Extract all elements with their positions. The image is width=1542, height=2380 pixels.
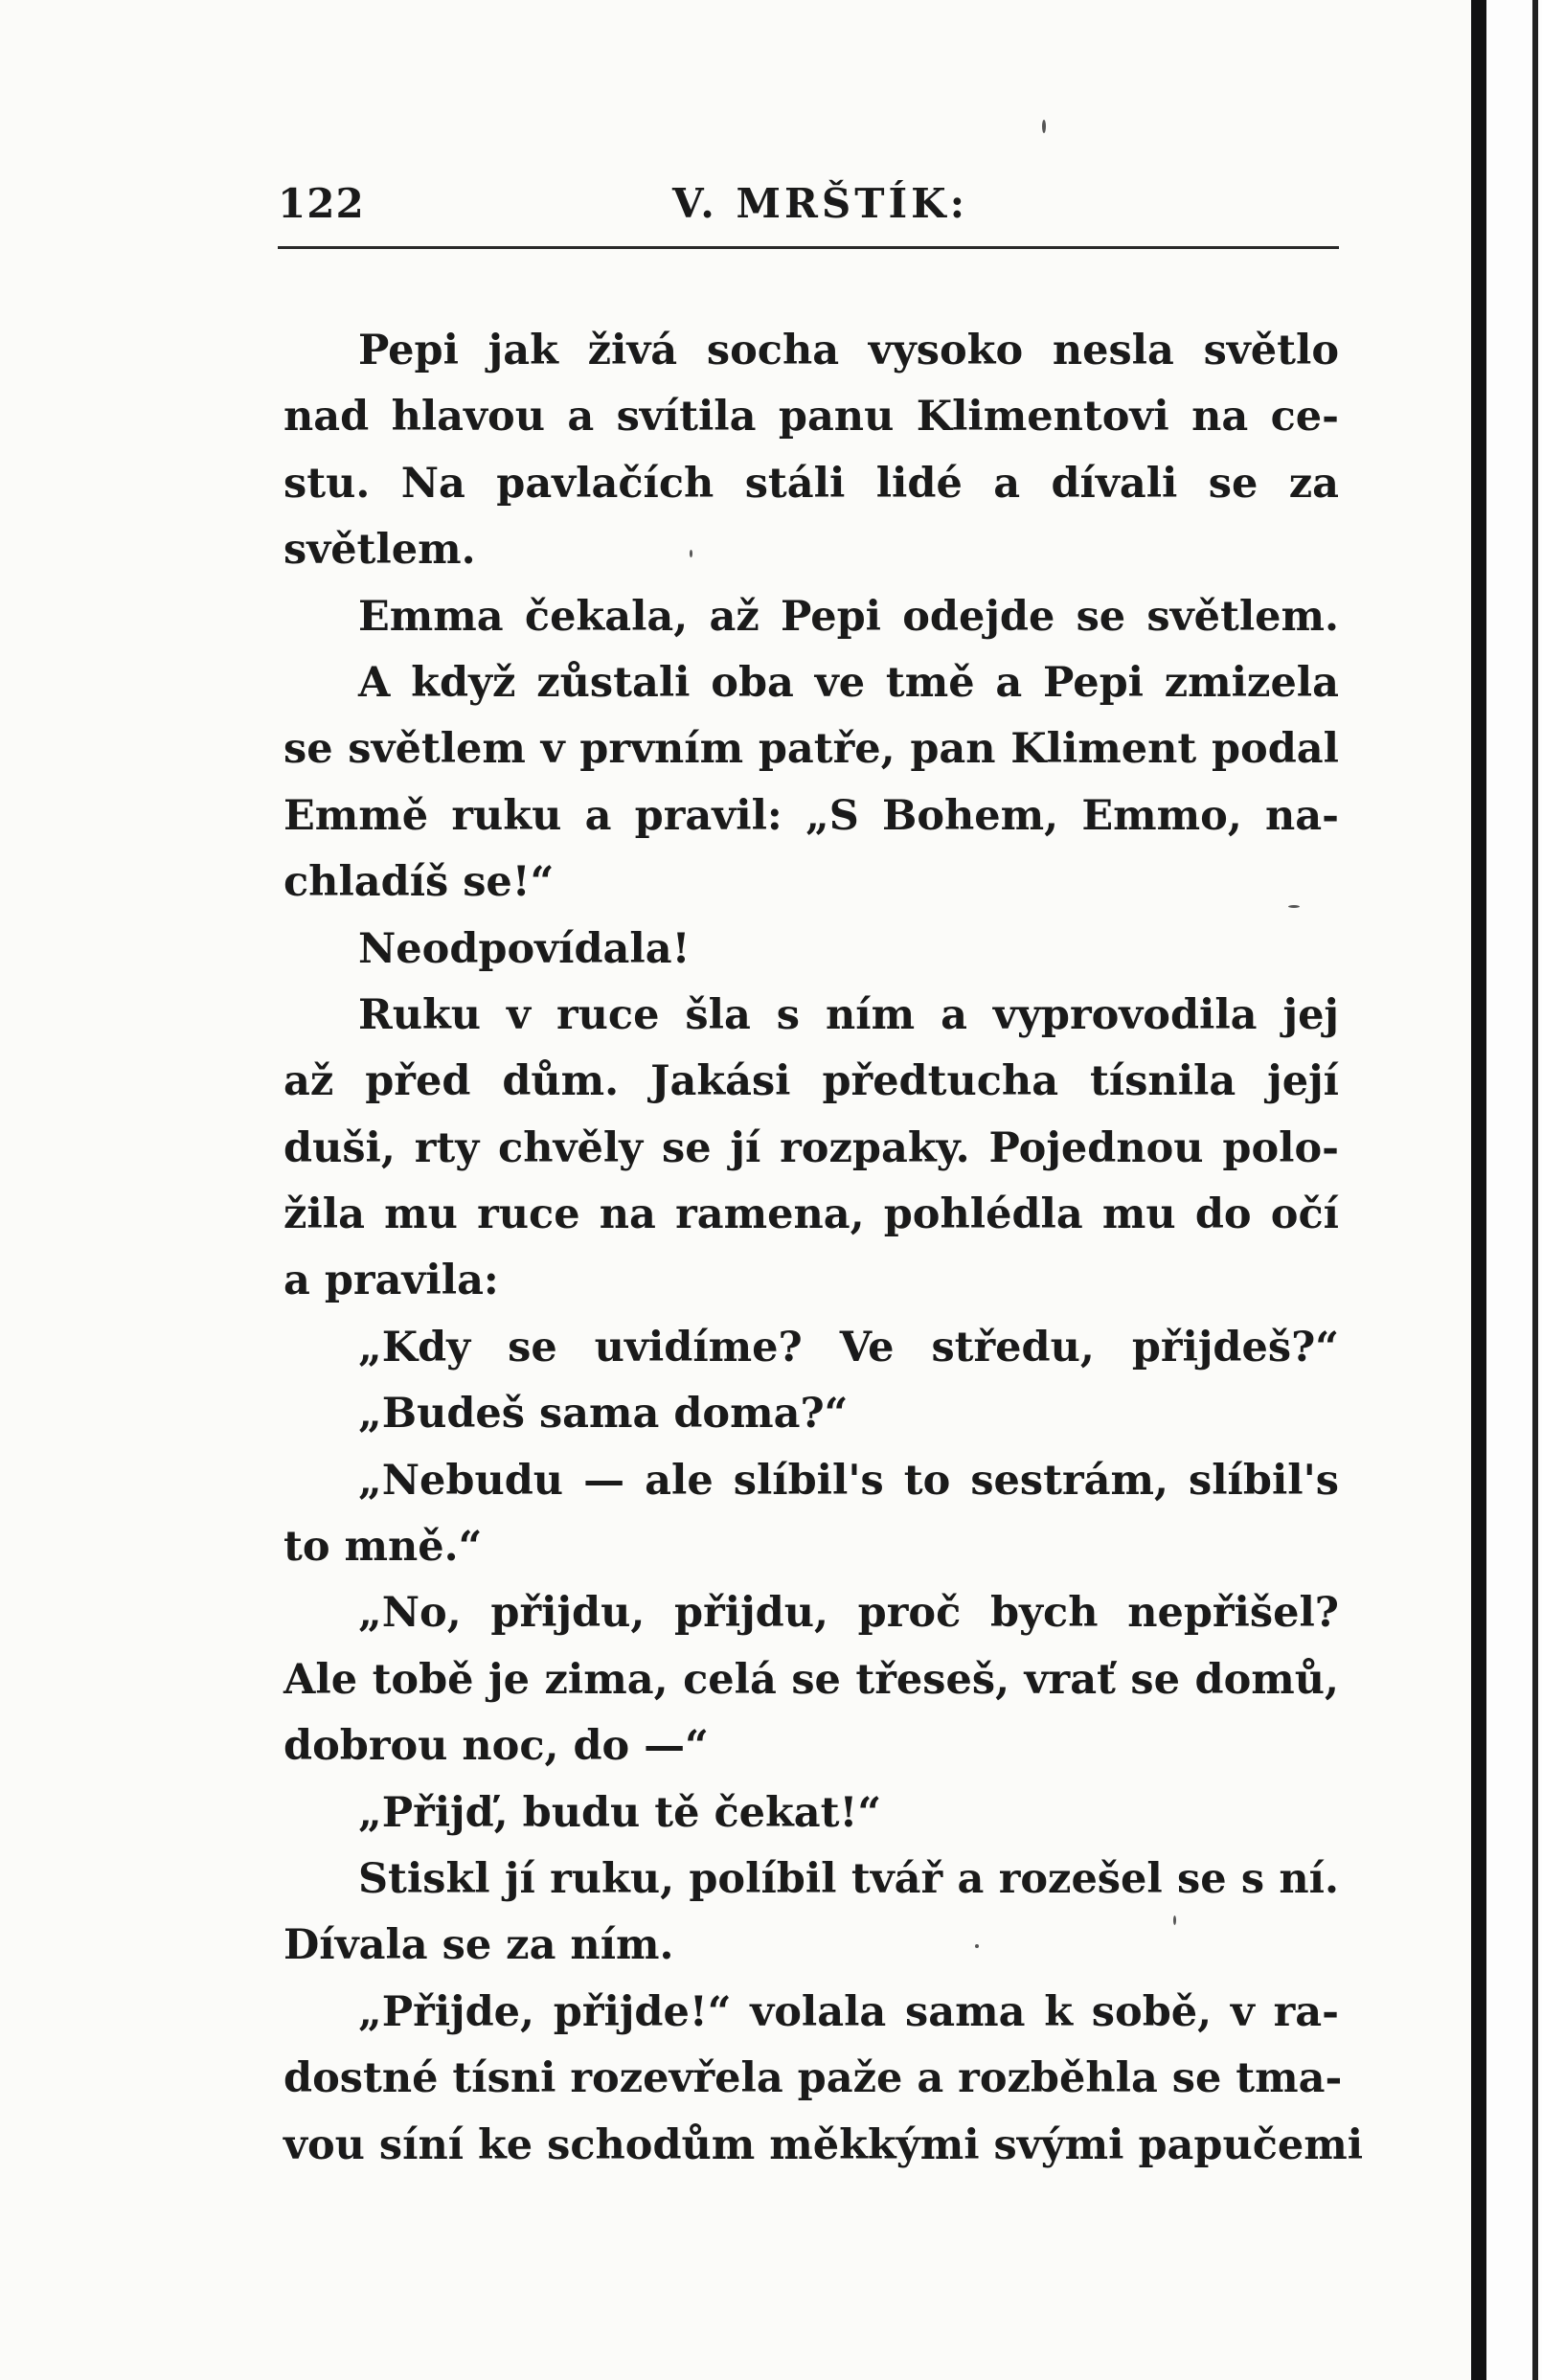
text-line: chladíš se!“ [283,858,555,907]
text-line: Neodpovídala! [358,924,691,973]
header-rule [278,246,1339,249]
scan-speck [1173,1915,1176,1925]
text-line: Ruku v ruce šla s ním a vyprovodila jej [358,990,1339,1039]
text-line: se světlem v prvním patře, pan Kliment podal [283,725,1339,774]
page-edge-shadow [1471,0,1486,2380]
running-head: V. MRŠTÍK: [672,180,969,227]
text-line: to mně.“ [283,1523,483,1572]
text-line: stu. Na pavlačích stáli lidé a dívali se za [283,459,1339,508]
body-text [283,318,1364,2179]
scan-speck [975,1944,979,1948]
text-line: Pepi jak živá socha vysoko nesla světlo [358,327,1339,374]
scan-speck [690,550,692,557]
text-line: vou síní ke schodům měkkými svými papučemi [283,2120,1364,2169]
text-line: a pravila: [283,1257,499,1305]
text-line: „Kdy se uvidíme? Ve středu, přijdeš?“ [358,1323,1339,1371]
text-line: Ale tobě je zima, celá se třeseš, vrať se domů, [283,1655,1339,1704]
text-line: žila mu ruce na ramena, pohlédla mu do očí [283,1190,1339,1239]
text-line: „No, přijdu, přijdu, proč bych nepřišel? [358,1589,1339,1638]
text-line: Emma čekala, až Pepi odejde se světlem. [358,592,1339,641]
scan-border [1532,0,1538,2380]
page-number: 122 [278,180,365,227]
text-line: duši, rty chvěly se jí rozpaky. Pojednou polo- [283,1123,1339,1172]
text-line: až před dům. Jakási předtucha tísnila její [283,1057,1339,1106]
text-line: „Přijde, přijde!“ volala sama k sobě, v ra- [358,1987,1339,2036]
text-line: dostné tísni rozevřela paže a rozběhla se tma- [283,2054,1343,2103]
scan-speck [1288,905,1300,908]
text-line: Dívala se za ním. [283,1921,674,1970]
scan-speck [1042,120,1046,133]
text-line: světlem. [283,526,476,575]
text-line: A když zůstali oba ve tmě a Pepi zmizela [358,658,1339,707]
page-header [278,180,1339,239]
text-line: „Přijď, budu tě čekat!“ [358,1788,882,1837]
text-line: dobrou noc, do —“ [283,1722,709,1771]
text-line: nad hlavou a svítila panu Klimentovi na ce- [283,393,1339,442]
text-line: „Budeš sama doma?“ [358,1390,849,1439]
text-line: Stiskl jí ruku, políbil tvář a rozešel se s ní. [358,1854,1339,1903]
text-line: „Nebudu — ale slíbil's to sestrám, slíbil's [358,1456,1339,1505]
text-line: Emmě ruku a pravil: „S Bohem, Emmo, na- [283,791,1339,840]
